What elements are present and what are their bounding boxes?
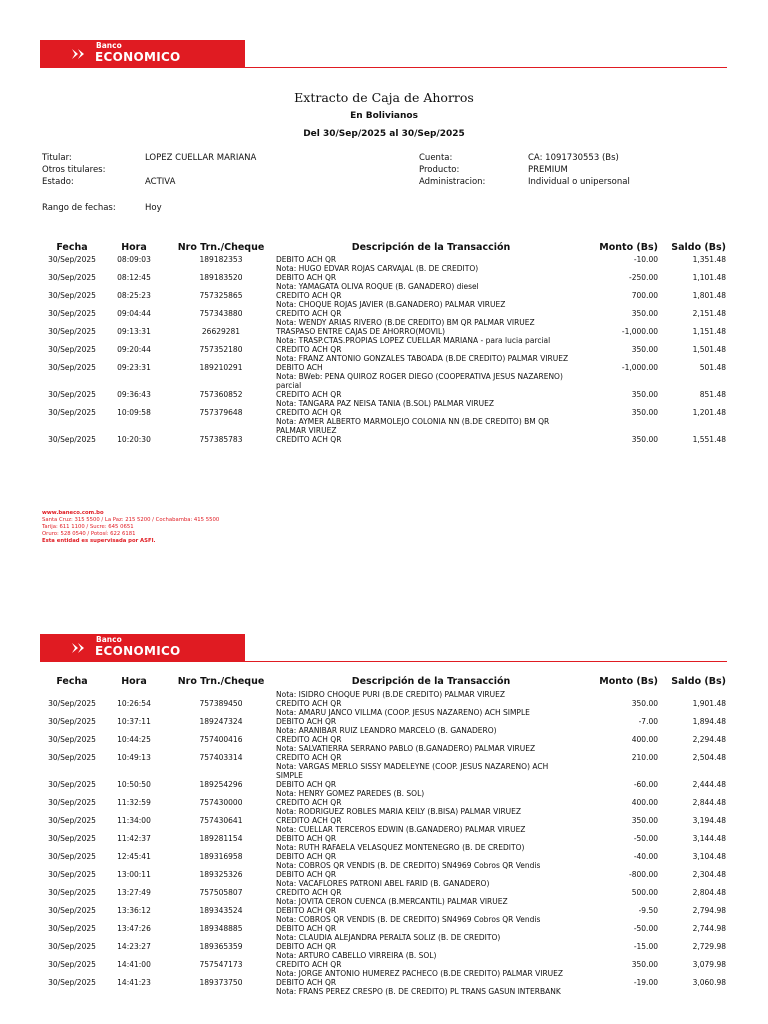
row-saldo: 2,794.98	[692, 906, 726, 915]
footer-phones-1: Santa Cruz: 315 5500 / La Paz: 215 5200 / Cochabamba: 415 5500	[42, 517, 220, 523]
row-descripcion	[276, 960, 586, 978]
table-row	[0, 852, 768, 870]
row-descripcion-line: CREDITO ACH QR	[276, 960, 342, 969]
row-fecha: 30/Sep/2025	[48, 273, 96, 282]
col-saldo: Saldo (Bs)	[671, 242, 726, 253]
row-descripcion-line: Nota: COBROS QR VENDIS (B. DE CREDITO) SN4969 Cobros QR Vendis	[276, 915, 541, 924]
row-monto: -1,000.00	[621, 327, 658, 336]
row-hora: 14:41:23	[117, 978, 151, 987]
currency-subtitle: En Bolivianos	[350, 111, 418, 121]
row-monto: 350.00	[631, 699, 658, 708]
row-fecha: 30/Sep/2025	[48, 852, 96, 861]
row-fecha: 30/Sep/2025	[48, 735, 96, 744]
row-nro-trn: 757360852	[199, 390, 243, 399]
row-saldo: 1,101.48	[692, 273, 726, 282]
row-descripcion	[276, 798, 586, 816]
transactions-table-page-1	[0, 255, 768, 444]
row-hora: 11:32:59	[117, 798, 151, 807]
row-hora: 13:47:26	[117, 924, 151, 933]
row-descripcion-line: CREDITO ACH QR	[276, 390, 342, 399]
table-row	[0, 942, 768, 960]
row-descripcion	[276, 888, 586, 906]
row-hora: 10:37:11	[117, 717, 151, 726]
table-row	[0, 717, 768, 735]
row-descripcion-line: CREDITO ACH QR	[276, 888, 342, 897]
col-saldo: Saldo (Bs)	[671, 676, 726, 687]
row-descripcion-line: CREDITO ACH QR	[276, 735, 342, 744]
col-fecha: Fecha	[56, 676, 88, 687]
row-descripcion-line: Nota: CUELLAR TERCEROS EDWIN (B.GANADERO) PALMAR VIRUEZ	[276, 825, 526, 834]
table-row	[0, 960, 768, 978]
row-descripcion-line: Nota: ISIDRO CHOQUE PURI (B.DE CREDITO) PALMAR VIRUEZ	[276, 690, 506, 699]
row-nro-trn: 189247324	[199, 717, 243, 726]
row-hora: 10:09:58	[117, 408, 151, 417]
row-nro-trn: 189182353	[199, 255, 243, 264]
row-descripcion	[276, 717, 586, 735]
row-descripcion	[276, 291, 586, 309]
table-row	[0, 363, 768, 390]
bank-logo	[40, 40, 245, 67]
row-descripcion-line: CREDITO ACH QR	[276, 798, 342, 807]
estado-label: Estado:	[42, 177, 74, 187]
row-monto: 210.00	[631, 753, 658, 762]
administracion-label: Administracion:	[419, 177, 486, 187]
logo-bank-name: ECONOMICO	[95, 50, 181, 64]
table-row	[0, 690, 768, 699]
footer-phones-2: Tarija: 611 1100 / Sucre: 645 0651	[42, 524, 134, 530]
row-descripcion	[276, 345, 586, 363]
row-descripcion-line: CREDITO ACH QR	[276, 408, 342, 417]
row-hora: 14:41:00	[117, 960, 151, 969]
row-descripcion-line: Nota: ARTURO CABELLO VIRREIRA (B. SOL)	[276, 951, 437, 960]
row-hora: 13:00:11	[117, 870, 151, 879]
row-saldo: 2,294.48	[692, 735, 726, 744]
col-nro: Nro Trn./Cheque	[177, 242, 265, 253]
row-descripcion-line: DEBITO ACH QR	[276, 906, 337, 915]
row-monto: 350.00	[631, 390, 658, 399]
footer-website: www.baneco.com.bo	[42, 510, 104, 516]
row-descripcion-line: Nota: TANGARA PAZ NEISA TANIA (B.SOL) PALMAR VIRUEZ	[276, 399, 494, 408]
row-saldo: 2,804.48	[692, 888, 726, 897]
row-fecha: 30/Sep/2025	[48, 906, 96, 915]
table-header-page-2	[0, 676, 768, 689]
row-descripcion	[276, 408, 586, 435]
row-descripcion-line: DEBITO ACH QR	[276, 834, 337, 843]
row-monto: 500.00	[631, 888, 658, 897]
bank-logo-icon	[72, 642, 85, 654]
row-nro-trn: 189325326	[199, 870, 243, 879]
row-saldo: 2,304.48	[692, 870, 726, 879]
row-fecha: 30/Sep/2025	[48, 942, 96, 951]
row-nro-trn: 189365359	[199, 942, 243, 951]
row-descripcion-line: Nota: TRASP.CTAS.PROPIAS LOPEZ CUELLAR MARIANA - para lucia parcial	[276, 336, 551, 345]
row-nro-trn: 757505807	[199, 888, 243, 897]
row-monto: 700.00	[631, 291, 658, 300]
row-descripcion	[276, 978, 586, 996]
row-descripcion-line: CREDITO ACH QR	[276, 753, 342, 762]
row-descripcion	[276, 816, 586, 834]
period-subtitle: Del 30/Sep/2025 al 30/Sep/2025	[303, 129, 465, 139]
row-fecha: 30/Sep/2025	[48, 816, 96, 825]
row-descripcion-line: Nota: VACAFLORES PATRONI ABEL FARID (B. GANADERO)	[276, 879, 490, 888]
row-descripcion	[276, 834, 586, 852]
estado-value: ACTIVA	[145, 177, 176, 187]
table-row	[0, 816, 768, 834]
row-hora: 09:36:43	[117, 390, 151, 399]
row-descripcion-line: Nota: YAMAGATA OLIVA ROQUE (B. GANADERO) diesel	[276, 282, 479, 291]
row-fecha: 30/Sep/2025	[48, 327, 96, 336]
row-descripcion-line: Nota: WENDY ARIAS RIVERO (B.DE CREDITO) BM QR PALMAR VIRUEZ	[276, 318, 535, 327]
row-nro-trn: 189281154	[199, 834, 243, 843]
row-hora: 12:45:41	[117, 852, 151, 861]
row-descripcion-line: parcial	[276, 381, 302, 390]
rango-value: Hoy	[145, 203, 162, 213]
row-hora: 08:25:23	[117, 291, 151, 300]
row-monto: -60.00	[633, 780, 658, 789]
row-nro-trn: 757547173	[199, 960, 243, 969]
row-descripcion	[276, 363, 586, 390]
row-fecha: 30/Sep/2025	[48, 798, 96, 807]
statement-title: Extracto de Caja de Ahorros	[294, 90, 474, 105]
logo-bank-name: ECONOMICO	[95, 644, 181, 658]
row-hora: 13:36:12	[117, 906, 151, 915]
row-saldo: 3,104.48	[692, 852, 726, 861]
row-descripcion	[276, 327, 586, 345]
row-nro-trn: 189316958	[199, 852, 243, 861]
row-hora: 10:26:54	[117, 699, 151, 708]
row-nro-trn: 189254296	[199, 780, 243, 789]
row-hora: 09:20:44	[117, 345, 151, 354]
row-monto: 350.00	[631, 435, 658, 444]
rango-label: Rango de fechas:	[42, 203, 116, 213]
row-saldo: 1,501.48	[692, 345, 726, 354]
row-descripcion-line: SIMPLE	[276, 771, 303, 780]
row-nro-trn: 189210291	[199, 363, 243, 372]
row-descripcion-line: PALMAR VIRUEZ	[276, 426, 337, 435]
table-row	[0, 798, 768, 816]
table-row	[0, 291, 768, 309]
row-descripcion-line: Nota: CLAUDIA ALEJANDRA PERALTA SOLIZ (B. DE CREDITO)	[276, 933, 501, 942]
row-saldo: 501.48	[699, 363, 726, 372]
row-descripcion-line: DEBITO ACH QR	[276, 273, 337, 282]
row-fecha: 30/Sep/2025	[48, 291, 96, 300]
row-hora: 08:12:45	[117, 273, 151, 282]
row-nro-trn: 26629281	[201, 327, 241, 336]
row-descripcion	[276, 699, 586, 717]
row-monto: 400.00	[631, 798, 658, 807]
table-row	[0, 906, 768, 924]
table-row	[0, 735, 768, 753]
row-descripcion-line: Nota: JOVITA CERON CUENCA (B.MERCANTIL) PALMAR VIRUEZ	[276, 897, 508, 906]
row-saldo: 3,079.98	[692, 960, 726, 969]
row-descripcion-line: DEBITO ACH QR	[276, 780, 337, 789]
row-fecha: 30/Sep/2025	[48, 717, 96, 726]
row-saldo: 3,194.48	[692, 816, 726, 825]
row-descripcion	[276, 435, 586, 444]
row-monto: -250.00	[629, 273, 658, 282]
row-monto: 350.00	[631, 816, 658, 825]
table-row	[0, 924, 768, 942]
col-hora: Hora	[121, 676, 147, 687]
otros-titulares-label: Otros titulares:	[42, 165, 106, 175]
row-saldo: 1,201.48	[692, 408, 726, 417]
row-descripcion-line: TRASPASO ENTRE CAJAS DE AHORRO(MOVIL)	[276, 327, 446, 336]
row-descripcion-line: CREDITO ACH QR	[276, 435, 342, 444]
table-row	[0, 390, 768, 408]
row-descripcion-line: Nota: RODRIGUEZ ROBLES MARIA KEILY (B.BISA) PALMAR VIRUEZ	[276, 807, 522, 816]
row-fecha: 30/Sep/2025	[48, 960, 96, 969]
row-descripcion-line: Nota: COBROS QR VENDIS (B. DE CREDITO) SN4969 Cobros QR Vendis	[276, 861, 541, 870]
table-row	[0, 834, 768, 852]
row-monto: -15.00	[633, 942, 658, 951]
row-hora: 09:13:31	[117, 327, 151, 336]
row-descripcion	[276, 735, 586, 753]
row-descripcion-line: Nota: FRANS PEREZ CRESPO (B. DE CREDITO) PL TRANS GASUN INTERBANK	[276, 987, 561, 996]
row-fecha: 30/Sep/2025	[48, 408, 96, 417]
row-saldo: 2,151.48	[692, 309, 726, 318]
row-fecha: 30/Sep/2025	[48, 888, 96, 897]
row-descripcion-line: Nota: RUTH RAFAELA VELASQUEZ MONTENEGRO (B. DE CREDITO)	[276, 843, 525, 852]
row-descripcion-line: DEBITO ACH QR	[276, 924, 337, 933]
row-descripcion-line: Nota: CHOQUE ROJAS JAVIER (B.GANADERO) PALMAR VIRUEZ	[276, 300, 506, 309]
row-fecha: 30/Sep/2025	[48, 699, 96, 708]
row-nro-trn: 757400416	[199, 735, 243, 744]
row-hora: 11:42:37	[117, 834, 151, 843]
row-nro-trn: 757325865	[199, 291, 243, 300]
row-descripcion	[276, 852, 586, 870]
row-hora: 11:34:00	[117, 816, 151, 825]
row-descripcion-line: Nota: FRANZ ANTONIO GONZALES TABOADA (B.DE CREDITO) PALMAR VIRUEZ	[276, 354, 569, 363]
header-divider-page-2	[40, 661, 727, 662]
row-descripcion	[276, 753, 586, 780]
col-descripcion: Descripción de la Transacción	[351, 676, 511, 687]
row-nro-trn: 757389450	[199, 699, 243, 708]
row-hora: 13:27:49	[117, 888, 151, 897]
row-descripcion-line: DEBITO ACH QR	[276, 852, 337, 861]
row-monto: -7.00	[638, 717, 658, 726]
row-descripcion	[276, 780, 586, 798]
row-saldo: 1,151.48	[692, 327, 726, 336]
row-descripcion-line: Nota: ARANIBAR RUIZ LEANDRO MARCELO (B. GANADERO)	[276, 726, 497, 735]
row-saldo: 1,894.48	[692, 717, 726, 726]
row-descripcion-line: CREDITO ACH QR	[276, 699, 342, 708]
row-nro-trn: 757385783	[199, 435, 243, 444]
row-descripcion-line: CREDITO ACH QR	[276, 345, 342, 354]
row-monto: -10.00	[633, 255, 658, 264]
producto-label: Producto:	[419, 165, 460, 175]
row-saldo: 1,801.48	[692, 291, 726, 300]
header-divider	[40, 67, 727, 68]
col-nro: Nro Trn./Cheque	[177, 676, 265, 687]
row-descripcion-line: CREDITO ACH QR	[276, 309, 342, 318]
row-monto: -1,000.00	[621, 363, 658, 372]
col-fecha: Fecha	[56, 242, 88, 253]
footer-phones-3: Oruro: 528 0540 / Potosí: 622 6181	[42, 531, 136, 537]
titular-value: LOPEZ CUELLAR MARIANA	[145, 153, 257, 163]
row-fecha: 30/Sep/2025	[48, 345, 96, 354]
row-fecha: 30/Sep/2025	[48, 834, 96, 843]
row-descripcion-line: DEBITO ACH QR	[276, 870, 337, 879]
row-nro-trn: 757403314	[199, 753, 243, 762]
row-hora: 10:49:13	[117, 753, 151, 762]
titular-label: Titular:	[42, 153, 72, 163]
col-hora: Hora	[121, 242, 147, 253]
row-hora: 09:04:44	[117, 309, 151, 318]
row-nro-trn: 189183520	[199, 273, 243, 282]
table-row	[0, 780, 768, 798]
row-descripcion	[276, 942, 586, 960]
col-monto: Monto (Bs)	[599, 242, 658, 253]
row-descripcion	[276, 870, 586, 888]
row-descripcion-line: Nota: AMARU JANCO VILLMA (COOP. JESUS NAZARENO) ACH SIMPLE	[276, 708, 530, 717]
table-row	[0, 753, 768, 780]
row-saldo: 2,744.98	[692, 924, 726, 933]
table-row	[0, 870, 768, 888]
row-nro-trn: 757430641	[199, 816, 243, 825]
row-descripcion-line: Nota: VARGAS MERLO SISSY MADELEYNE (COOP. JESUS NAZARENO) ACH	[276, 762, 549, 771]
row-descripcion	[276, 924, 586, 942]
row-descripcion-line: DEBITO ACH QR	[276, 978, 337, 987]
row-monto: 350.00	[631, 960, 658, 969]
table-row	[0, 309, 768, 327]
row-fecha: 30/Sep/2025	[48, 870, 96, 879]
row-saldo: 2,844.48	[692, 798, 726, 807]
bank-logo-icon	[72, 48, 85, 60]
row-nro-trn: 757343880	[199, 309, 243, 318]
row-nro-trn: 757379648	[199, 408, 243, 417]
row-fecha: 30/Sep/2025	[48, 363, 96, 372]
row-monto: 400.00	[631, 735, 658, 744]
table-row	[0, 327, 768, 345]
row-fecha: 30/Sep/2025	[48, 309, 96, 318]
row-fecha: 30/Sep/2025	[48, 435, 96, 444]
table-row	[0, 699, 768, 717]
row-descripcion-line: DEBITO ACH QR	[276, 942, 337, 951]
administracion-value: Individual o unipersonal	[528, 177, 630, 187]
row-nro-trn: 189348885	[199, 924, 243, 933]
row-hora: 14:23:27	[117, 942, 151, 951]
row-descripcion-line: CREDITO ACH QR	[276, 291, 342, 300]
cuenta-value: CA: 1091730553 (Bs)	[528, 153, 619, 163]
row-saldo: 851.48	[699, 390, 726, 399]
row-nro-trn: 757352180	[199, 345, 243, 354]
row-descripcion-line: Nota: BWeb: PENA QUIROZ ROGER DIEGO (COOPERATIVA JESUS NAZARENO)	[276, 372, 563, 381]
row-saldo: 2,729.98	[692, 942, 726, 951]
row-monto: -9.50	[638, 906, 658, 915]
row-monto: -50.00	[633, 834, 658, 843]
row-descripcion	[276, 273, 586, 291]
row-descripcion-line: Nota: HUGO EDVAR ROJAS CARVAJAL (B. DE CREDITO)	[276, 264, 479, 273]
table-header	[0, 242, 768, 255]
row-monto: 350.00	[631, 345, 658, 354]
row-hora: 10:20:30	[117, 435, 151, 444]
row-saldo: 1,351.48	[692, 255, 726, 264]
row-saldo: 3,060.98	[692, 978, 726, 987]
row-descripcion	[276, 255, 586, 273]
row-saldo: 1,551.48	[692, 435, 726, 444]
row-nro-trn: 189373750	[199, 978, 243, 987]
table-row	[0, 345, 768, 363]
row-descripcion	[276, 906, 586, 924]
row-monto: -800.00	[629, 870, 658, 879]
row-monto: 350.00	[631, 309, 658, 318]
row-descripcion-line: CREDITO ACH QR	[276, 816, 342, 825]
row-hora: 10:50:50	[117, 780, 151, 789]
row-descripcion-line: Nota: JORGE ANTONIO HUMEREZ PACHECO (B.DE CREDITO) PALMAR VIRUEZ	[276, 969, 564, 978]
row-descripcion-line: DEBITO ACH	[276, 363, 323, 372]
cuenta-label: Cuenta:	[419, 153, 453, 163]
row-descripcion-line: Nota: SALVATIERRA SERRANO PABLO (B.GANADERO) PALMAR VIRUEZ	[276, 744, 536, 753]
row-fecha: 30/Sep/2025	[48, 753, 96, 762]
row-saldo: 2,504.48	[692, 753, 726, 762]
row-fecha: 30/Sep/2025	[48, 255, 96, 264]
row-hora: 10:44:25	[117, 735, 151, 744]
table-row	[0, 435, 768, 444]
row-fecha: 30/Sep/2025	[48, 780, 96, 789]
row-monto: 350.00	[631, 408, 658, 417]
row-fecha: 30/Sep/2025	[48, 390, 96, 399]
row-monto: -40.00	[633, 852, 658, 861]
row-descripcion-line: DEBITO ACH QR	[276, 255, 337, 264]
row-saldo: 3,144.48	[692, 834, 726, 843]
row-descripcion	[276, 690, 586, 699]
row-nro-trn: 757430000	[199, 798, 243, 807]
row-hora: 09:23:31	[117, 363, 151, 372]
row-descripcion-line: Nota: AYMER ALBERTO MARMOLEJO COLONIA NN (B.DE CREDITO) BM QR	[276, 417, 550, 426]
table-row	[0, 255, 768, 273]
table-row	[0, 888, 768, 906]
row-saldo: 2,444.48	[692, 780, 726, 789]
table-row	[0, 408, 768, 435]
table-row	[0, 273, 768, 291]
row-descripcion	[276, 390, 586, 408]
row-descripcion-line: Nota: HENRY GOMEZ PAREDES (B. SOL)	[276, 789, 425, 798]
logo-bank-word: Banco	[96, 635, 122, 644]
logo-bank-word: Banco	[96, 41, 122, 50]
col-monto: Monto (Bs)	[599, 676, 658, 687]
row-descripcion-line: DEBITO ACH QR	[276, 717, 337, 726]
row-descripcion	[276, 309, 586, 327]
footer-asfi: Esta entidad es supervisada por ASFI.	[42, 538, 156, 544]
bank-footer	[42, 510, 219, 545]
bank-logo-page-2	[40, 634, 245, 661]
row-hora: 08:09:03	[117, 255, 151, 264]
row-saldo: 1,901.48	[692, 699, 726, 708]
row-fecha: 30/Sep/2025	[48, 924, 96, 933]
col-descripcion: Descripción de la Transacción	[351, 242, 511, 253]
transactions-table-page-2	[0, 690, 768, 996]
table-row	[0, 978, 768, 996]
row-monto: -50.00	[633, 924, 658, 933]
row-fecha: 30/Sep/2025	[48, 978, 96, 987]
row-monto: -19.00	[633, 978, 658, 987]
producto-value: PREMIUM	[528, 165, 568, 175]
row-nro-trn: 189343524	[199, 906, 243, 915]
